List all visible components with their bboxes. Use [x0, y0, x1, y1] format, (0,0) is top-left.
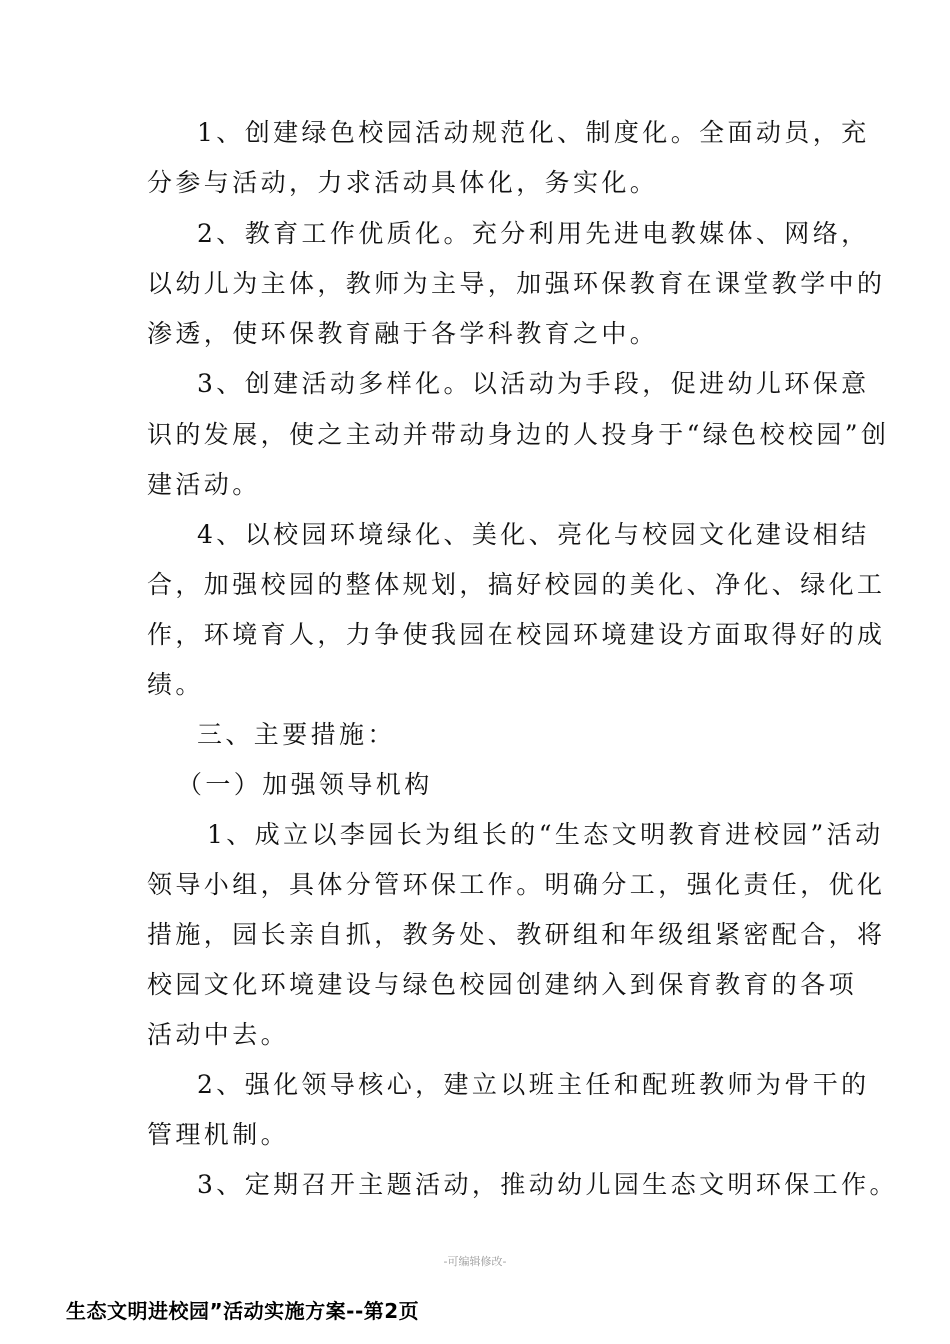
paragraph-line: 活动中去。	[147, 1020, 290, 1049]
paragraph-line: 渗透，使环保教育融于各学科教育之中。	[147, 319, 659, 348]
paragraph-line: 1、成立以李园长为组长的“生态文明教育进校园”活动	[207, 820, 884, 849]
paragraph-line: 识的发展，使之主动并带动身边的人投身于“绿色校校园”创	[147, 420, 890, 449]
footer-title: 生态文明进校园”活动实施方案--第2页	[66, 1299, 420, 1323]
paragraph-line: 合，加强校园的整体规划，搞好校园的美化、净化、绿化工	[147, 570, 886, 599]
footer-note: -可编辑修改-	[443, 1255, 507, 1268]
paragraph-line: 建活动。	[147, 470, 261, 499]
paragraph-line: 管理机制。	[147, 1120, 290, 1149]
subsection-heading: （一）加强领导机构	[177, 770, 433, 799]
paragraph-line: 作，环境育人，力争使我园在校园环境建设方面取得好的成	[147, 620, 886, 649]
paragraph-line: 分参与活动，力求活动具体化，务实化。	[147, 168, 659, 197]
paragraph-line: 领导小组，具体分管环保工作。明确分工，强化责任，优化	[147, 870, 886, 899]
paragraph-line: 3、定期召开主题活动，推动幼儿园生态文明环保工作。	[197, 1170, 898, 1199]
paragraph-line: 1、创建绿色校园活动规范化、制度化。全面动员，充	[197, 118, 870, 147]
paragraph-line: 措施，园长亲自抓，教务处、教研组和年级组紧密配合，将	[147, 920, 886, 949]
paragraph-line: 2、强化领导核心，建立以班主任和配班教师为骨干的	[197, 1070, 870, 1099]
paragraph-line: 3、创建活动多样化。以活动为手段，促进幼儿环保意	[197, 369, 870, 398]
paragraph-line: 校园文化环境建设与绿色校园创建纳入到保育教育的各项	[147, 970, 858, 999]
paragraph-line: 绩。	[147, 670, 204, 699]
paragraph-line: 2、教育工作优质化。充分利用先进电教媒体、网络，	[197, 219, 870, 248]
paragraph-line: 4、以校园环境绿化、美化、亮化与校园文化建设相结	[197, 520, 870, 549]
paragraph-line: 以幼儿为主体，教师为主导，加强环保教育在课堂教学中的	[147, 269, 886, 298]
section-heading: 三、主要措施：	[197, 720, 396, 749]
